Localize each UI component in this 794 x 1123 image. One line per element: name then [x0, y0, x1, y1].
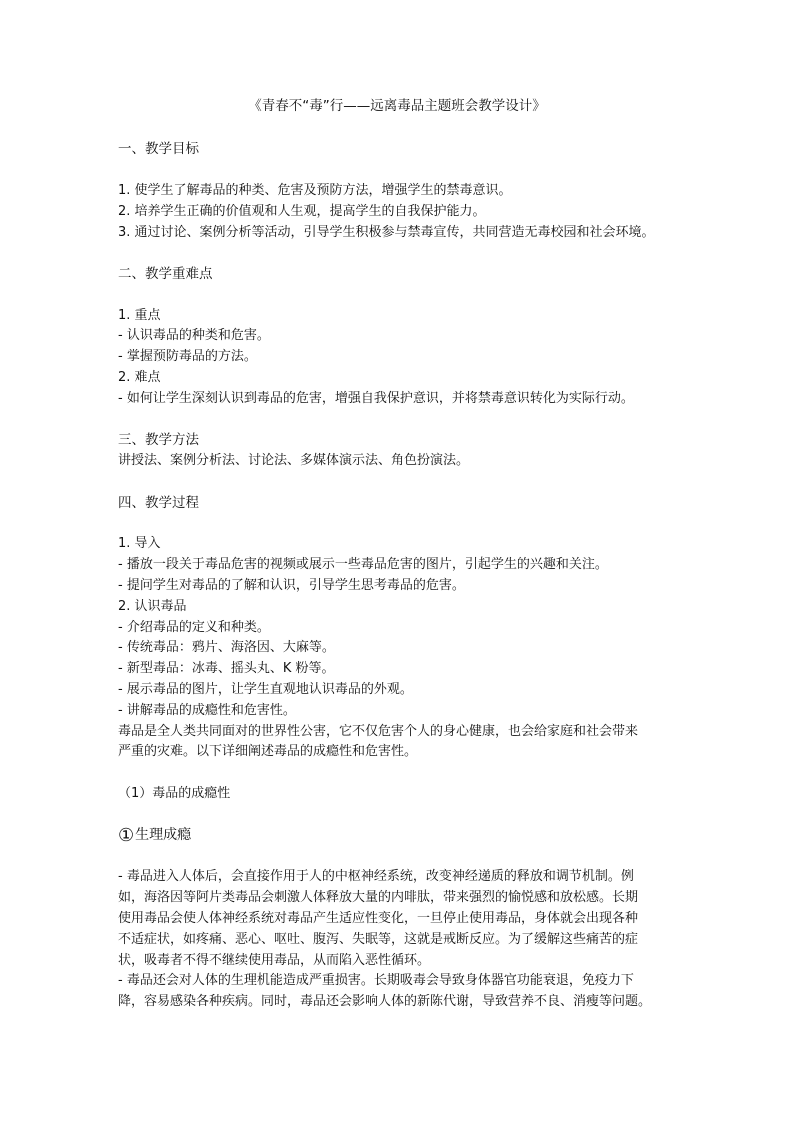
body-line: 如，海洛因等阿片类毒品会刺激人体释放大量的内啡肽，带来强烈的愉悦感和放松感。长期 [118, 890, 639, 905]
intro-item: - 播放一段关于毒品危害的视频或展示一些毒品危害的图片，引起学生的兴趣和关注。 [118, 557, 608, 572]
intro-item: - 提问学生对毒品的了解和认识，引导学生思考毒品的危害。 [118, 578, 465, 593]
circled-number-mark: ① [118, 825, 135, 846]
body-line: 降，容易感染各种疾病。同时，毒品还会影响人体的新陈代谢，导致营养不良、消瘦等问题。 [118, 994, 652, 1009]
section-heading-objectives: 一、教学目标 [118, 141, 199, 157]
know-item: - 介绍毒品的定义和种类。 [118, 620, 270, 635]
document-title: 《青春不“毒”行——远离毒品主题班会教学设计》 [248, 98, 546, 114]
intro-label: 1. 导入 [118, 536, 161, 551]
body-line: 状，吸毒者不得不继续使用毒品，从而陷入恶性循环。 [118, 953, 431, 968]
paragraph-line: 毒品是全人类共同面对的世界性公害，它不仅危害个人的身心健康，也会给家庭和社会带来 [118, 724, 639, 739]
objective-item: 2. 培养学生正确的价值观和人生观，提高学生的自我保护能力。 [118, 204, 486, 219]
objective-item: 1. 使学生了解毒品的种类、危害及预防方法，增强学生的禁毒意识。 [118, 183, 512, 198]
circled-heading [118, 825, 191, 846]
difficulty-label: 2. 难点 [118, 370, 161, 385]
focus-label: 1. 重点 [118, 308, 161, 323]
difficulty-item: - 如何让学生深刻认识到毒品的危害，增强自我保护意识，并将禁毒意识转化为实际行动。 [118, 391, 634, 406]
body-line: 使用毒品会使人体神经系统对毒品产生适应性变化，一旦停止使用毒品，身体就会出现各种 [118, 911, 639, 926]
methods-text: 讲授法、案例分析法、讨论法、多媒体演示法、角色扮演法。 [118, 453, 470, 468]
know-item: - 讲解毒品的成瘾性和危害性。 [118, 703, 296, 718]
objective-item: 3. 通过讨论、案例分析等活动，引导学生积极参与禁毒宣传，共同营造无毒校园和社会环境。 [118, 225, 655, 240]
know-item: - 新型毒品：冰毒、摇头丸、K 粉等。 [118, 661, 335, 676]
body-line: 不适症状，如疼痛、恶心、呕吐、腹泻、失眠等，这就是戒断反应。为了缓解这些痛苦的症 [118, 932, 639, 947]
know-item: - 展示毒品的图片，让学生直观地认识毒品的外观。 [118, 682, 413, 697]
know-item: - 传统毒品：鸦片、海洛因、大麻等。 [118, 640, 335, 655]
body-line: - 毒品还会对人体的生理机能造成严重损害。长期吸毒会导致身体器官功能衰退，免疫力下 [118, 973, 634, 988]
body-line: - 毒品进入人体后，会直接作用于人的中枢神经系统，改变神经递质的释放和调节机制。例 [118, 869, 634, 884]
sub-heading-addiction: （1）毒品的成瘾性 [118, 786, 231, 801]
section-heading-key-points: 二、教学重难点 [118, 266, 213, 282]
know-label: 2. 认识毒品 [118, 599, 187, 614]
section-heading-process: 四、教学过程 [118, 495, 199, 511]
section-heading-methods: 三、教学方法 [118, 432, 199, 448]
focus-item: - 认识毒品的种类和危害。 [118, 328, 270, 343]
paragraph-line: 严重的灾难。以下详细阐述毒品的成瘾性和危害性。 [118, 744, 418, 759]
focus-item: - 掌握预防毒品的方法。 [118, 349, 257, 364]
circled-heading-text: 生理成瘾 [135, 827, 192, 843]
